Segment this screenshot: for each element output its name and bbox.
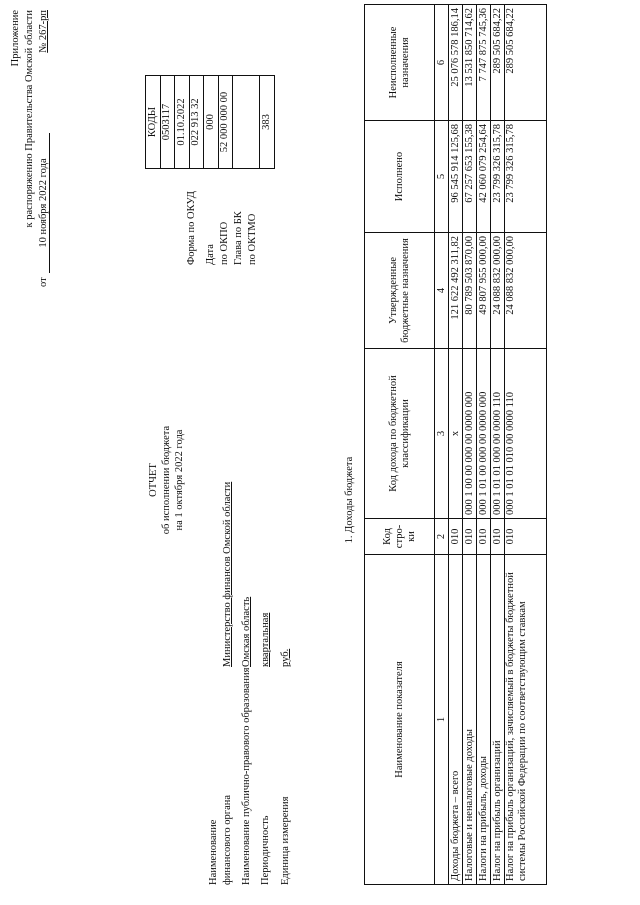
appendix-line2: к распоряжению Правительства Омской области — [24, 10, 35, 228]
report-date: на 1 октября 2022 года — [174, 429, 185, 531]
table-header-row — [365, 5, 435, 885]
cell-left: 289 505 684,22 — [491, 5, 505, 121]
cell-left: 289 505 684,22 — [505, 5, 547, 121]
cell-code: 000 1 01 00 000 00 0000 000 — [477, 349, 491, 519]
table-row — [477, 5, 491, 885]
colnum: 3 — [435, 349, 449, 519]
cell-approved: 80 789 503 870,00 — [463, 233, 477, 349]
colnum: 4 — [435, 233, 449, 349]
value-unit: руб. — [280, 648, 291, 667]
cell-line: 010 — [463, 519, 477, 555]
code-date: 01.10.2022 — [175, 76, 190, 169]
code-okud: 0503117 — [160, 76, 175, 169]
report-title: ОТЧЕТ — [148, 463, 159, 497]
table-row — [449, 5, 463, 885]
label-fin-l2: финансового органа — [222, 794, 233, 885]
cell-code: x — [449, 349, 463, 519]
label-unit: Единица измерения — [280, 796, 291, 885]
cell-approved: 49 807 955 000,00 — [477, 233, 491, 349]
cell-left: 7 747 875 745,36 — [477, 5, 491, 121]
label-fin-l1: Наименование — [208, 819, 219, 885]
cell-approved: 24 088 832 000,00 — [505, 233, 547, 349]
code-okpo: 022 913 32 — [189, 76, 204, 169]
cell-done: 42 060 079 254,64 — [477, 121, 491, 233]
table-row — [491, 5, 505, 885]
table-colnum-row — [435, 5, 449, 885]
cell-code: 000 1 01 01 000 00 0000 110 — [491, 349, 505, 519]
value-period: квартальная — [260, 612, 271, 667]
cell-done: 96 545 914 125,68 — [449, 121, 463, 233]
cell-left: 13 531 850 714,62 — [463, 5, 477, 121]
value-fin-organ: Министерство финансов Омской области — [222, 481, 233, 667]
cell-done: 67 257 653 155,38 — [463, 121, 477, 233]
cell-name: Доходы бюджета – всего — [449, 555, 463, 885]
value-pub: Омская область — [241, 596, 252, 667]
cell-code: 000 1 00 00 000 00 0000 000 — [463, 349, 477, 519]
colnum: 6 — [435, 5, 449, 121]
cell-left: 25 076 578 186,14 — [449, 5, 463, 121]
cell-approved: 121 622 492 311,82 — [449, 233, 463, 349]
code-glava-bk: 000 — [204, 76, 219, 169]
code-unit: 383 — [260, 76, 275, 169]
codes-header: КОДЫ — [146, 76, 161, 169]
colnum: 2 — [435, 519, 449, 555]
th-left: Неисполненные назначения — [365, 5, 435, 121]
th-done: Исполнено — [365, 121, 435, 233]
th-approved: Утвержденные бюджетные назначения — [365, 233, 435, 349]
label-glava-bk: Глава по БК — [233, 211, 244, 265]
cell-name: Налоги на прибыль, доходы — [477, 555, 491, 885]
revenue-table — [364, 4, 547, 885]
cell-line: 010 — [505, 519, 547, 555]
appendix-number: № 267-рп — [38, 10, 49, 53]
appendix-from: от — [38, 277, 49, 287]
cell-name: Налоговые и неналоговые доходы — [463, 555, 477, 885]
appendix-line1: Приложение — [10, 10, 21, 67]
th-line: Код стро-ки — [365, 519, 435, 555]
colnum: 5 — [435, 121, 449, 233]
label-pub: Наименование публично-правового образования — [241, 667, 252, 885]
code-empty — [233, 76, 260, 169]
label-okpo: по ОКПО — [219, 221, 230, 265]
code-oktmo: 52 000 000 00 — [218, 76, 233, 169]
label-date: Дата — [205, 244, 216, 265]
table-row — [463, 5, 477, 885]
appendix-date: 10 ноября 2022 года — [38, 158, 49, 248]
cell-name: Налог на прибыль организаций, зачисляемый в бюджеты бюджетной системы Российской Федерации по соответствующим ставкам — [505, 555, 547, 885]
section-title: 1. Доходы бюджета — [344, 456, 355, 544]
cell-line: 010 — [449, 519, 463, 555]
th-name: Наименование показателя — [365, 555, 435, 885]
colnum: 1 — [435, 555, 449, 885]
cell-approved: 24 088 832 000,00 — [491, 233, 505, 349]
cell-done: 23 799 326 315,78 — [491, 121, 505, 233]
label-oktmo: по ОКТМО — [247, 213, 258, 265]
cell-line: 010 — [491, 519, 505, 555]
report-subtitle: об исполнении бюджета — [161, 425, 172, 535]
cell-code: 000 1 01 01 010 00 0000 110 — [505, 349, 547, 519]
table-row — [505, 5, 547, 885]
label-okud: Форма по ОКУД — [186, 191, 197, 265]
cell-done: 23 799 326 315,78 — [505, 121, 547, 233]
codes-table — [145, 75, 275, 169]
th-code: Код дохода по бюджетной классификации — [365, 349, 435, 519]
cell-line: 010 — [477, 519, 491, 555]
label-period: Периодичность — [260, 815, 271, 885]
cell-name: Налог на прибыль организаций — [491, 555, 505, 885]
